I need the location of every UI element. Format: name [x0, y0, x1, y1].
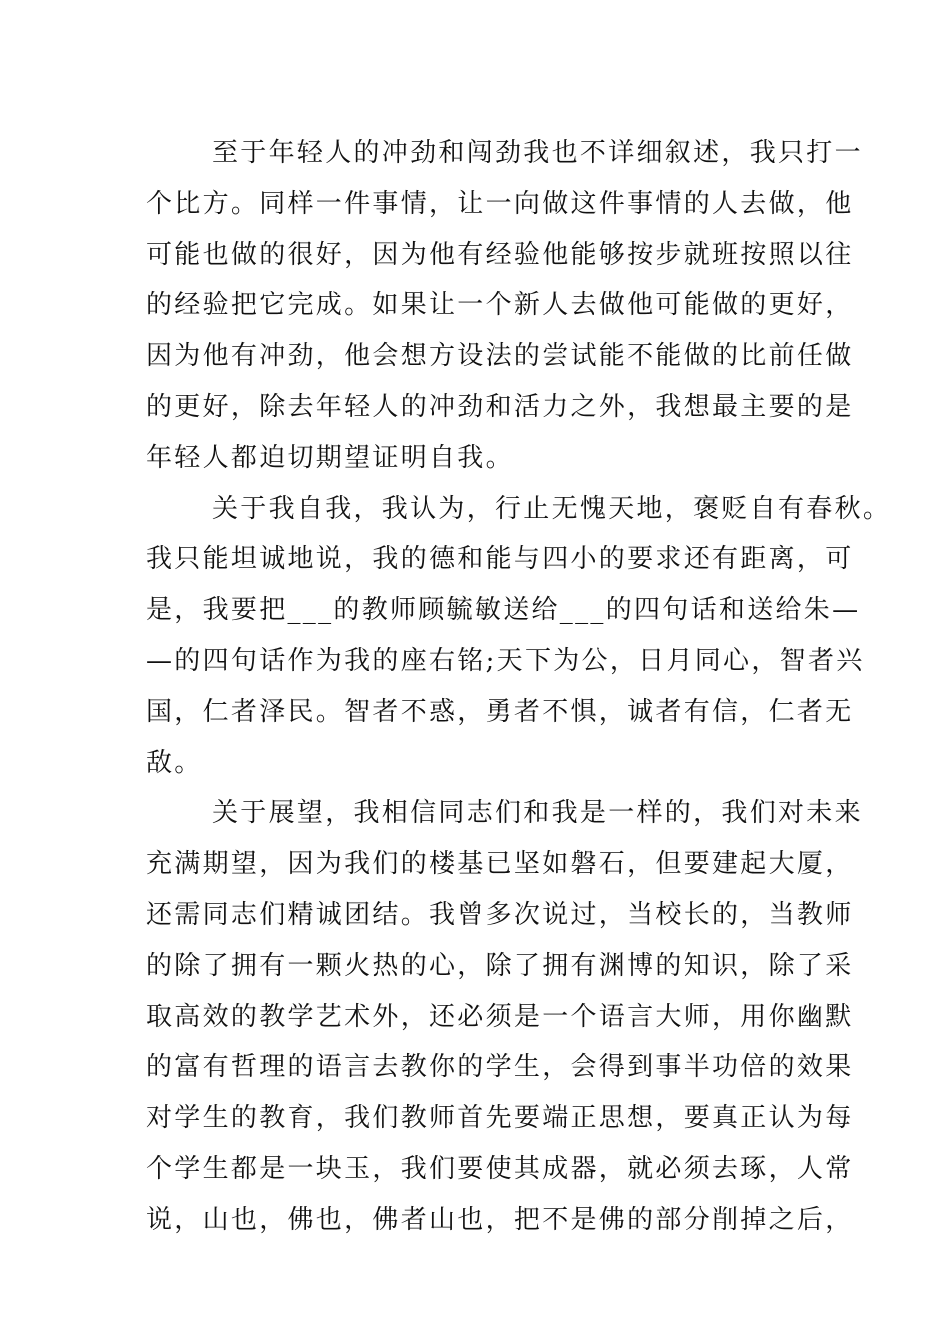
text-line: 的除了拥有一颗火热的心，除了拥有渊博的知识，除了采 — [146, 950, 854, 981]
text-line: 个学生都是一块玉，我们要使其成器，就必须去琢，人常 — [146, 1153, 854, 1184]
text-line: 还需同志们精诚团结。我曾多次说过，当校长的，当教师 — [146, 899, 854, 930]
text-line: —的四句话作为我的座右铭;天下为公，日月同心，智者兴 — [146, 645, 865, 676]
text-line: 至于年轻人的冲劲和闯劲我也不详细叙述，我只打一 — [212, 138, 863, 168]
text-line: 敌。 — [146, 747, 203, 778]
text-line: 的更好，除去年轻人的冲劲和活力之外，我想最主要的是 — [146, 391, 854, 422]
text-line: 取高效的教学艺术外，还必须是一个语言大师，用你幽默 — [146, 1001, 854, 1032]
text-line: 的经验把它完成。如果让一个新人去做他可能做的更好， — [146, 290, 854, 321]
body-text — [146, 128, 892, 1246]
text-line: 可能也做的很好，因为他有经验他能够按步就班按照以往 — [146, 239, 854, 270]
text-line: 关于我自我，我认为，行止无愧天地，褒贬自有春秋。 — [212, 493, 892, 524]
text-line: 关于展望，我相信同志们和我是一样的，我们对未来 — [212, 798, 863, 829]
text-line: 说，山也，佛也，佛者山也，把不是佛的部分削掉之后， — [146, 1204, 854, 1235]
paragraph-outlook — [146, 788, 863, 1245]
text-line: 国，仁者泽民。智者不惑，勇者不惧，诚者有信，仁者无 — [146, 696, 854, 727]
text-line: 个比方。同样一件事情，让一向做这件事情的人去做，他 — [146, 188, 854, 219]
paragraph-youth-energy — [146, 128, 863, 484]
text-line: 因为他有冲劲，他会想方设法的尝试能不能做的比前任做 — [146, 341, 854, 372]
text-line: 是，我要把___的教师顾毓敏送给___的四句话和送给朱— — [146, 595, 861, 626]
text-line: 的富有哲理的语言去教你的学生，会得到事半功倍的效果 — [146, 1052, 854, 1083]
text-line: 年轻人都迫切期望证明自我。 — [146, 442, 514, 473]
text-line: 充满期望，因为我们的楼基已坚如磐石，但要建起大厦， — [146, 849, 854, 880]
text-line: 我只能坦诚地说，我的德和能与四小的要求还有距离，可 — [146, 544, 854, 575]
paragraph-about-self — [146, 484, 892, 789]
text-line: 对学生的教育，我们教师首先要端正思想，要真正认为每 — [146, 1103, 854, 1134]
